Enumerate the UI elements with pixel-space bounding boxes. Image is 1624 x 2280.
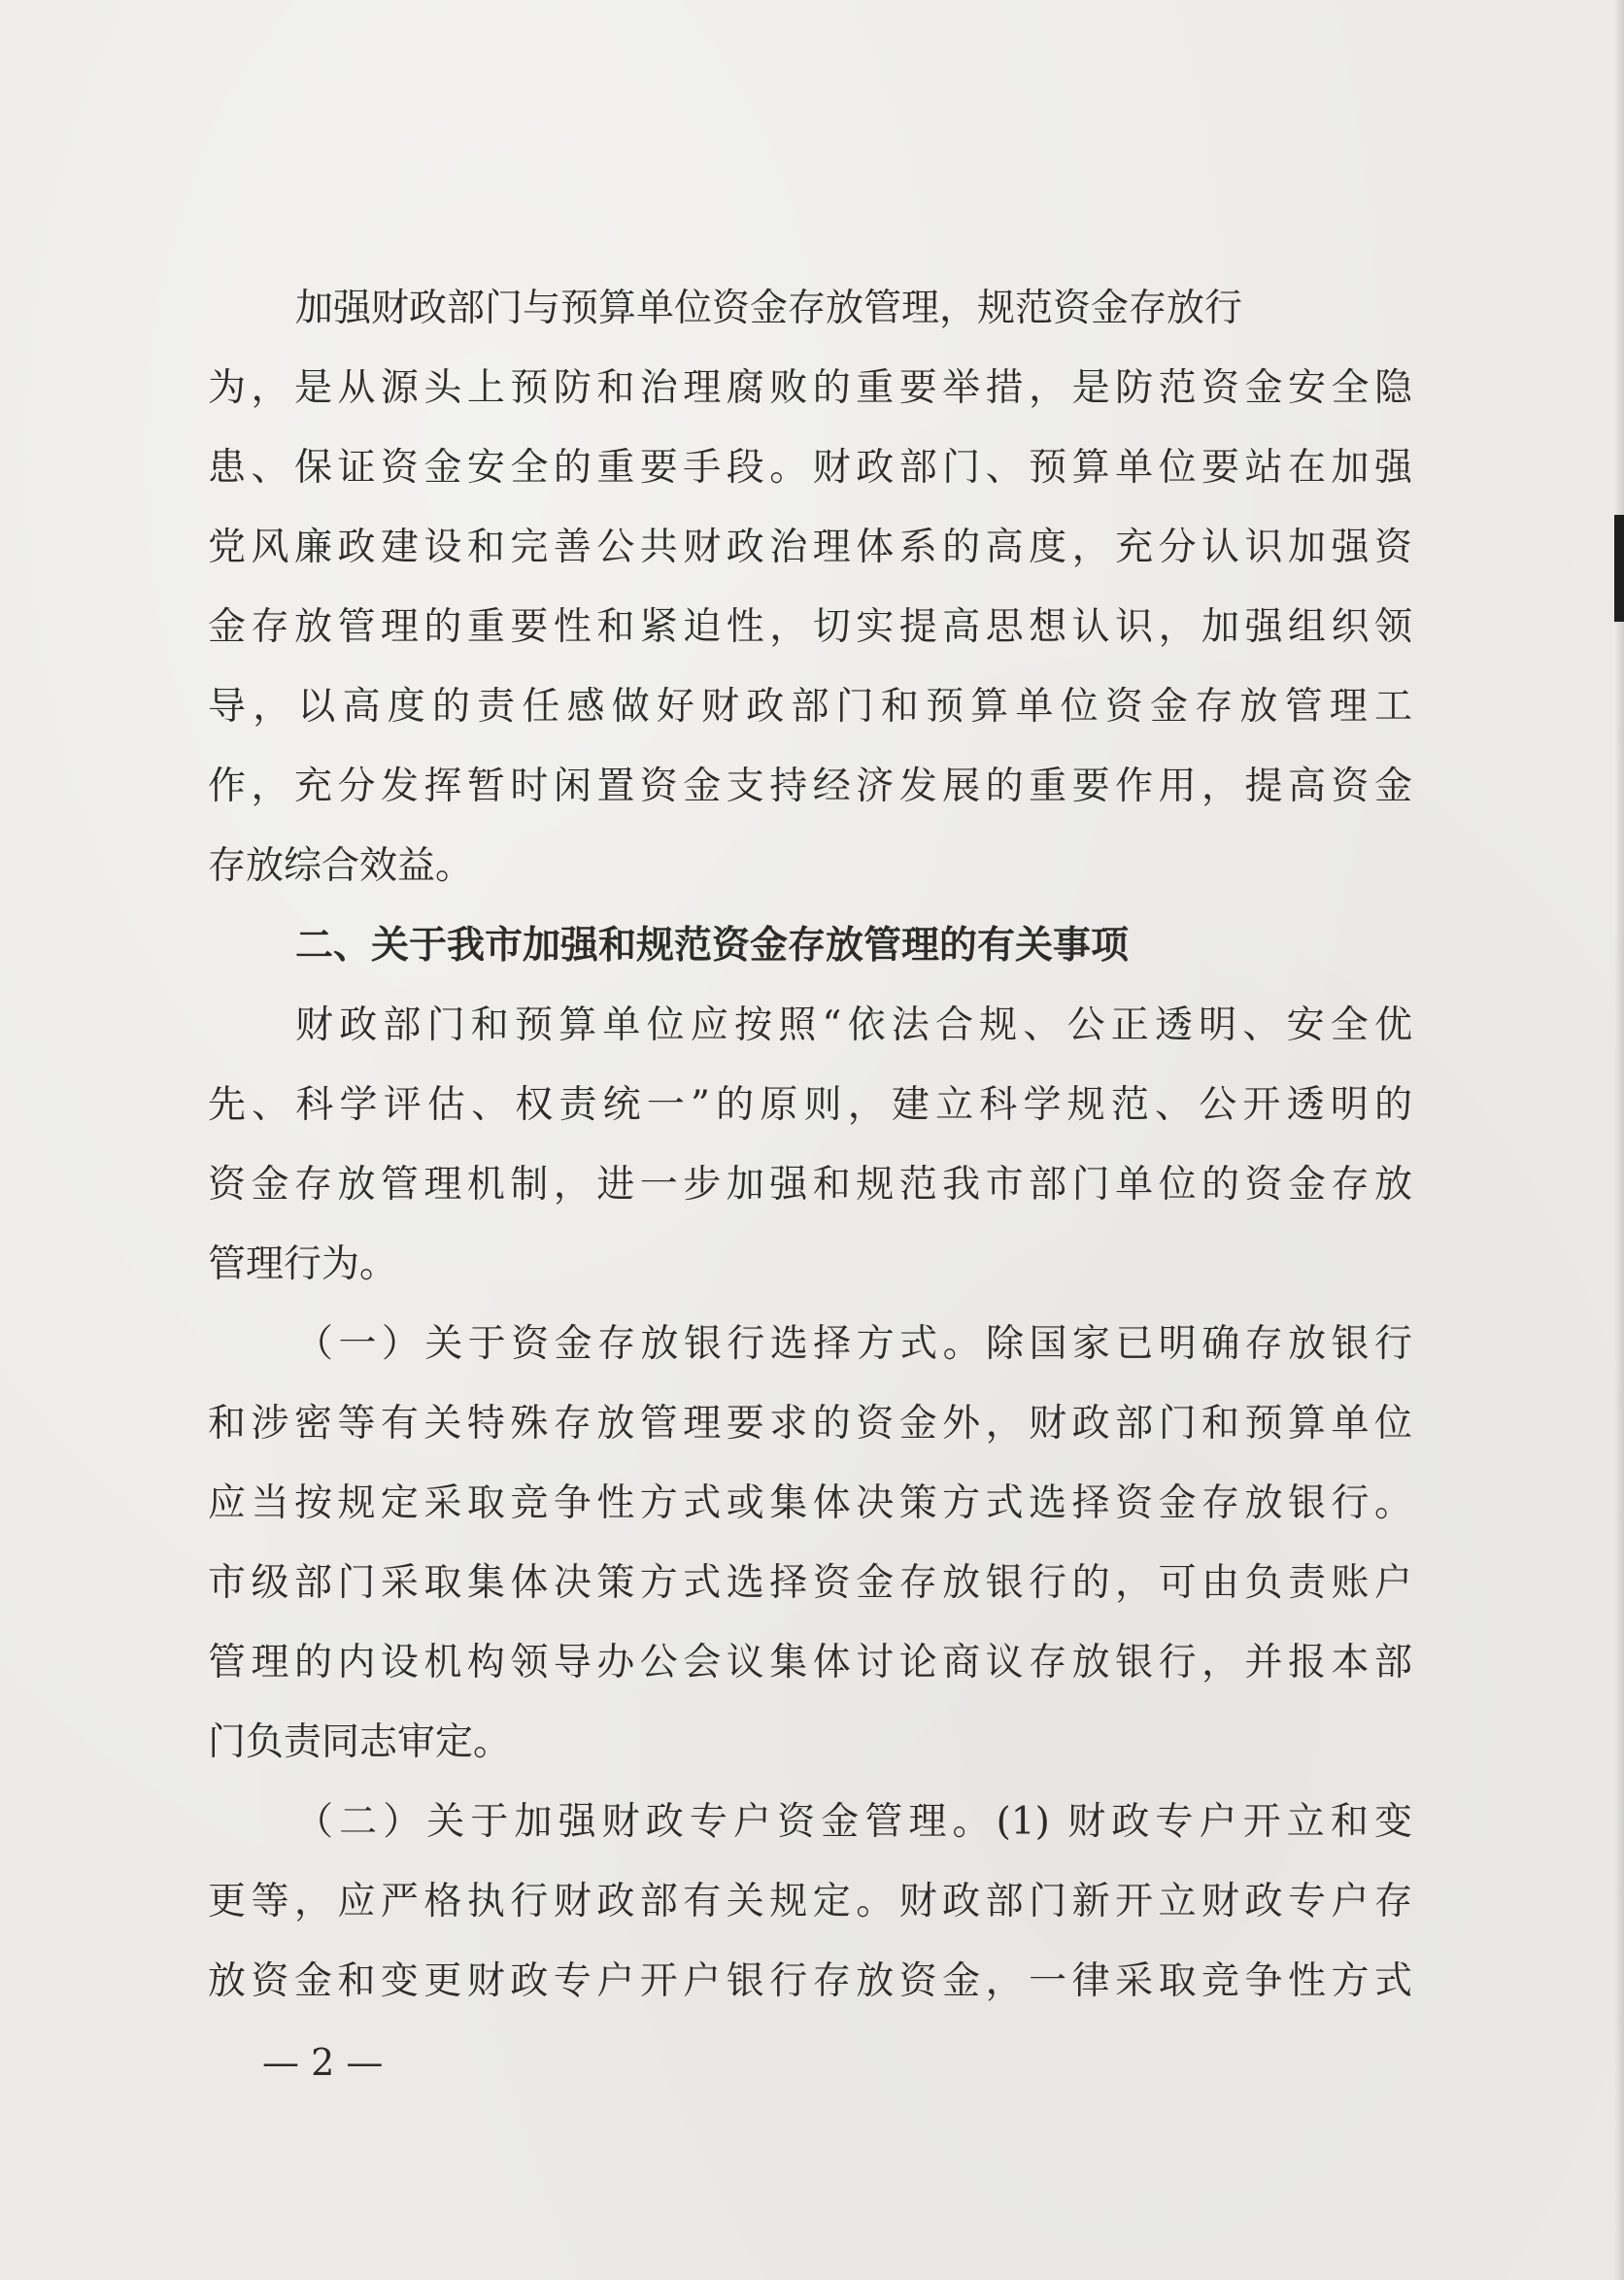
paragraph-line: （一）关于资金存放银行选择方式。除国家已明确存放银行 (295, 1322, 1412, 1366)
paragraph-line: 先、科学评估、权责统一”的原则，建立科学规范、公开透明的 (208, 1083, 1412, 1127)
paragraph-line: 加强财政部门与预算单位资金存放管理，规范资金存放行 (295, 287, 1243, 330)
paragraph-line: 存放综合效益。 (208, 844, 474, 888)
paragraph-line: 市级部门采取集体决策方式选择资金存放银行的，可由负责账户 (208, 1561, 1412, 1605)
paragraph-line: （二）关于加强财政专户资金管理。(1) 财政专户开立和变 (295, 1800, 1412, 1844)
paragraph-line: 更等，应严格执行财政部有关规定。财政部门新开立财政专户存 (208, 1880, 1412, 1923)
page-number: — 2 — (262, 2041, 384, 2084)
paragraph-line: 和涉密等有关特殊存放管理要求的资金外，财政部门和预算单位 (208, 1402, 1412, 1446)
paragraph-line: 党风廉政建设和完善公共财政治理体系的高度，充分认识加强资 (208, 526, 1412, 569)
paragraph-line: 资金存放管理机制，进一步加强和规范我市部门单位的资金存放 (208, 1163, 1412, 1207)
paragraph-line: 金存放管理的重要性和紧迫性，切实提高思想认识，加强组织领 (208, 605, 1412, 649)
page-edge-shadow (1614, 0, 1624, 2280)
paragraph-line: 导，以高度的责任感做好财政部门和预算单位资金存放管理工 (208, 685, 1412, 729)
paragraph-line: 放资金和变更财政专户开户银行存放资金，一律采取竞争性方式 (208, 1959, 1412, 2003)
paragraph-line: 门负责同志审定。 (208, 1720, 512, 1764)
section-heading: 二、关于我市加强和规范资金存放管理的有关事项 (295, 924, 1130, 968)
paragraph-line: 财政部门和预算单位应按照“依法合规、公正透明、安全优 (295, 1004, 1412, 1047)
paragraph-line: 患、保证资金安全的重要手段。财政部门、预算单位要站在加强 (208, 446, 1412, 490)
paragraph-line: 管理的内设机构领导办公会议集体讨论商议存放银行，并报本部 (208, 1641, 1412, 1684)
paragraph-line: 作，充分发挥暂时闲置资金支持经济发展的重要作用，提高资金 (208, 765, 1412, 808)
paragraph-line: 管理行为。 (208, 1242, 398, 1286)
paragraph-line: 应当按规定采取竞争性方式或集体决策方式选择资金存放银行。 (208, 1481, 1412, 1525)
binding-mark (1614, 515, 1624, 622)
paragraph-line: 为，是从源头上预防和治理腐败的重要举措，是防范资金安全隐 (208, 366, 1412, 410)
